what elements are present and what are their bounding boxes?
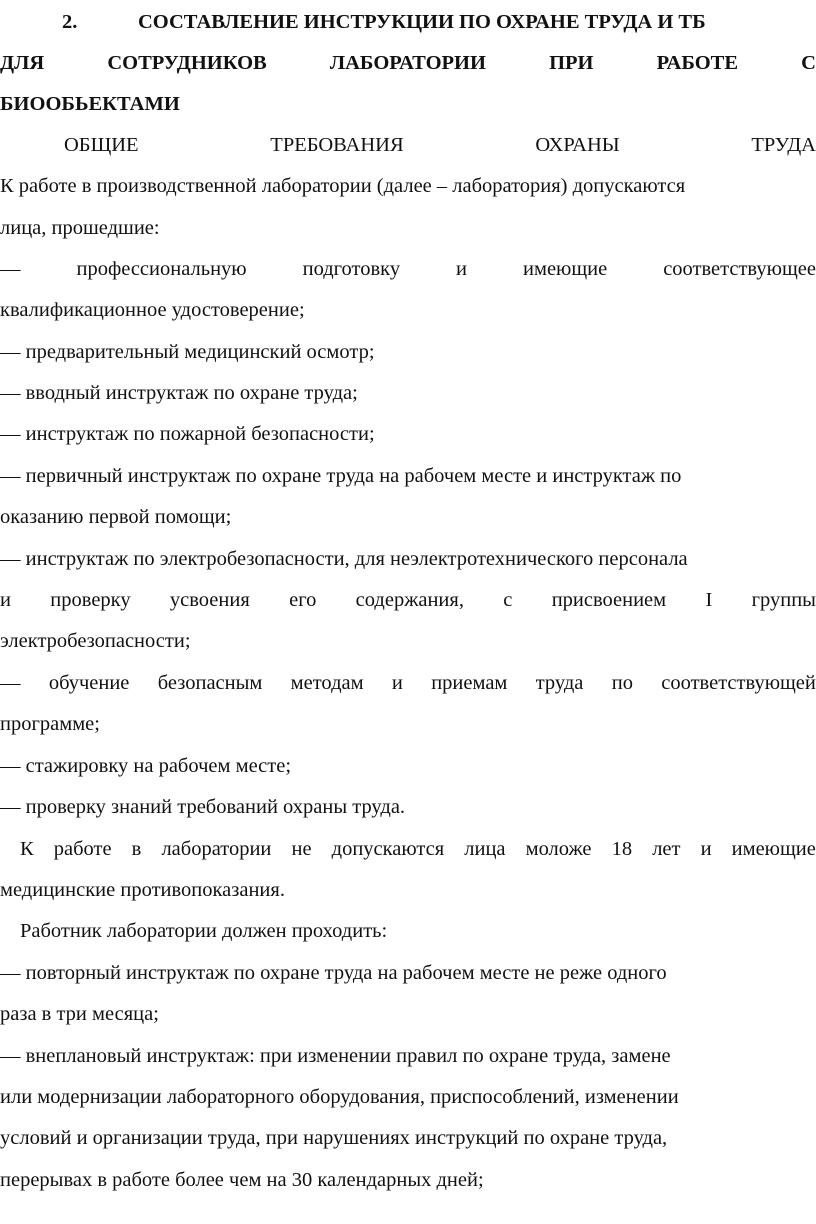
periodic-item-2-line-3: условий и организации труда, при нарушениях инструкций по охране труда, bbox=[0, 1127, 668, 1149]
subheading bbox=[64, 125, 816, 165]
paragraph-word: 18 bbox=[611, 838, 633, 860]
requirement-item-3: — вводный инструктаж по охране труда; bbox=[0, 382, 358, 404]
subheading-word: ОХРАНЫ bbox=[535, 134, 620, 156]
paragraph-word: К bbox=[20, 838, 34, 860]
paragraph-word: в bbox=[131, 838, 142, 860]
requirement-item-1-line-2: квалификационное удостоверение; bbox=[0, 299, 305, 321]
paragraph-word: и bbox=[700, 838, 712, 860]
heading-word: С bbox=[801, 52, 816, 74]
requirement-item-5-line-2: оказанию первой помощи; bbox=[0, 506, 232, 528]
list-word: приемам bbox=[431, 672, 508, 694]
requirement-item-5-line-1: — первичный инструктаж по охране труда на рабочем месте и инструктаж по bbox=[0, 465, 682, 487]
list-word: безопасным bbox=[157, 672, 263, 694]
list-word: и bbox=[391, 672, 403, 694]
paragraph-word: лица bbox=[464, 838, 506, 860]
heading-word: СОТРУДНИКОВ bbox=[107, 52, 267, 74]
list-word: с bbox=[503, 589, 513, 611]
paragraph-word: работе bbox=[53, 838, 112, 860]
section-heading-line-2 bbox=[0, 43, 816, 83]
requirement-item-4: — инструктаж по пожарной безопасности; bbox=[0, 423, 375, 445]
periodic-item-1-line-1: — повторный инструктаж по охране труда на рабочем месте не реже одного bbox=[0, 962, 667, 984]
intro-line-1: К работе в производственной лаборатории (далее – лаборатория) допускаются bbox=[0, 175, 686, 197]
periodic-item-2-line-4: перерывах в работе более чем на 30 календарных дней; bbox=[0, 1169, 484, 1191]
list-word: присвоением bbox=[551, 589, 667, 611]
list-word: соответствующей bbox=[661, 672, 816, 694]
heading-word: ЛАБОРАТОРИИ bbox=[329, 52, 486, 74]
list-word: и bbox=[0, 589, 11, 611]
requirement-item-1-line-1 bbox=[0, 249, 816, 289]
list-word: имеющие bbox=[523, 258, 608, 280]
periodic-item-2-line-2: или модернизации лабораторного оборудования, приспособлений, изменении bbox=[0, 1086, 679, 1108]
list-word: его bbox=[289, 589, 317, 611]
subheading-word: ТРЕБОВАНИЯ bbox=[270, 134, 404, 156]
periodic-item-1-line-2: раза в три месяца; bbox=[0, 1003, 159, 1025]
heading-word: РАБОТЕ bbox=[656, 52, 739, 74]
age-rule-line-1 bbox=[20, 829, 816, 869]
heading-word: ПРИ bbox=[549, 52, 594, 74]
list-word: I bbox=[705, 589, 713, 611]
list-word: содержания, bbox=[355, 589, 464, 611]
subheading-word: ОБЩИЕ bbox=[64, 134, 139, 156]
paragraph-word: моложе bbox=[525, 838, 592, 860]
requirement-item-6-line-1: — инструктаж по электробезопасности, для неэлектротехнического персонала bbox=[0, 548, 688, 570]
requirement-item-2: — предварительный медицинский осмотр; bbox=[0, 341, 375, 363]
paragraph-word: не bbox=[291, 838, 312, 860]
list-word: группы bbox=[751, 589, 816, 611]
paragraph-word: лет bbox=[652, 838, 681, 860]
list-word: методам bbox=[290, 672, 364, 694]
section-heading-line-1 bbox=[0, 2, 816, 42]
section-number: 2. bbox=[62, 11, 78, 33]
subheading-word: ТРУДА bbox=[751, 134, 816, 156]
periodic-intro: Работник лаборатории должен проходить: bbox=[20, 920, 388, 942]
list-word: по bbox=[611, 672, 633, 694]
list-word: усвоения bbox=[169, 589, 250, 611]
periodic-item-2-line-1: — внеплановый инструктаж: при изменении правил по охране труда, замене bbox=[0, 1045, 671, 1067]
requirement-item-9: — проверку знаний требований охраны труда. bbox=[0, 796, 406, 818]
list-word: труда bbox=[535, 672, 584, 694]
requirement-item-7-line-1 bbox=[0, 663, 816, 703]
requirement-item-8: — стажировку на рабочем месте; bbox=[0, 755, 292, 777]
list-word: — bbox=[0, 672, 21, 694]
age-rule-line-2: медицинские противопоказания. bbox=[0, 879, 285, 901]
paragraph-word: допускаются bbox=[331, 838, 445, 860]
list-word: проверку bbox=[50, 589, 131, 611]
list-word: обучение bbox=[48, 672, 130, 694]
requirement-item-7-line-2: программе; bbox=[0, 713, 100, 735]
heading-word: ДЛЯ bbox=[0, 52, 45, 74]
section-title-part-1: СОСТАВЛЕНИЕ ИНСТРУКЦИИ ПО ОХРАНЕ ТРУДА И ТБ bbox=[138, 11, 706, 33]
requirement-item-6-line-3: электробезопасности; bbox=[0, 630, 191, 652]
section-heading-line-3: БИООБЬЕКТАМИ bbox=[0, 93, 180, 115]
paragraph-word: лаборатории bbox=[161, 838, 272, 860]
list-word: профессиональную bbox=[76, 258, 247, 280]
intro-line-2: лица, прошедшие: bbox=[0, 217, 160, 239]
list-word: — bbox=[0, 258, 21, 280]
list-word: и bbox=[456, 258, 468, 280]
list-word: соответствующее bbox=[663, 258, 816, 280]
requirement-item-6-line-2 bbox=[0, 580, 816, 620]
list-word: подготовку bbox=[302, 258, 401, 280]
paragraph-word: имеющие bbox=[731, 838, 816, 860]
